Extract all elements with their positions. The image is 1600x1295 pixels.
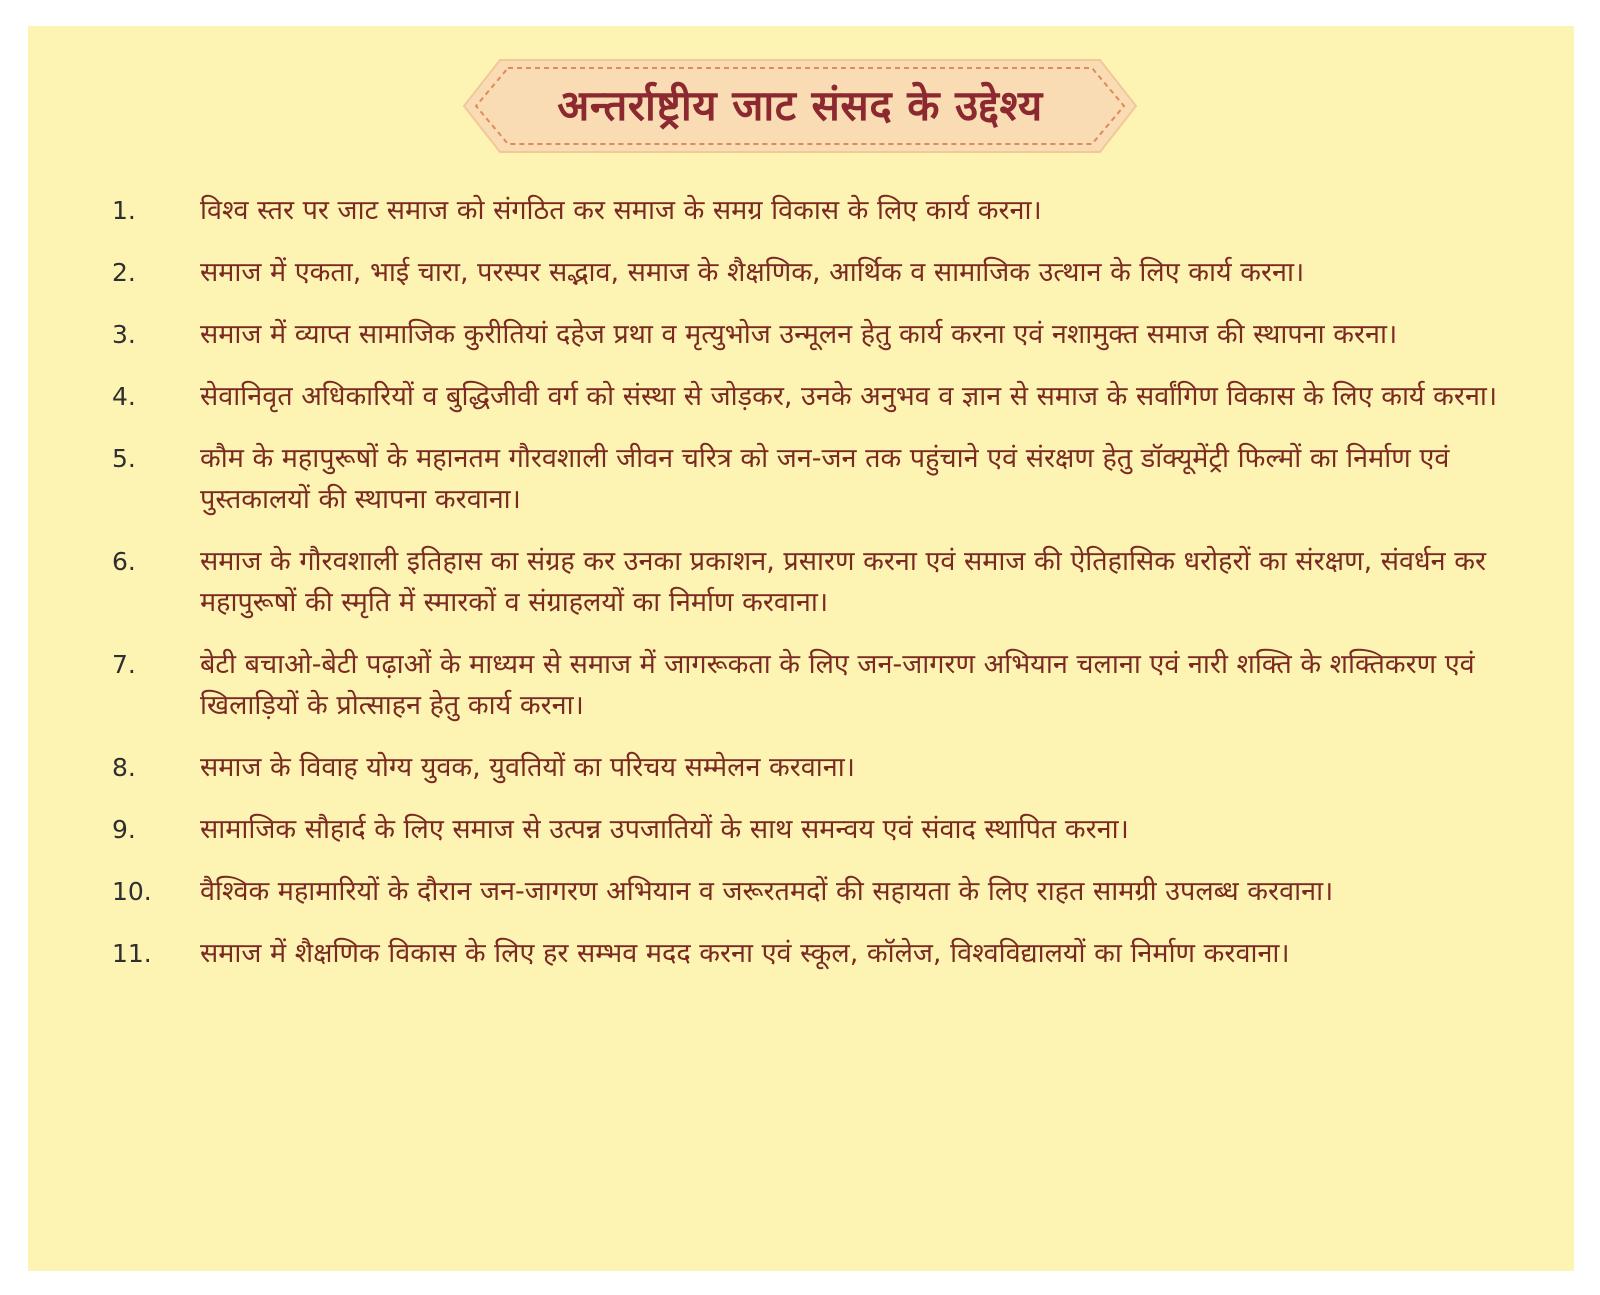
item-number: 11.: [112, 939, 152, 968]
list-item: [112, 644, 1502, 726]
list-item: [112, 871, 1502, 912]
item-text: समाज में एकता, भाई चारा, परस्पर सद्भाव, समाज के शैक्षणिक, आर्थिक व सामाजिक उत्थान के लिए कार्य करना।: [200, 257, 1305, 288]
title-banner: [460, 56, 1140, 156]
list-item: [112, 747, 1502, 788]
item-text: समाज में शैक्षणिक विकास के लिए हर सम्भव मदद करना एवं स्कूल, कॉलेज, विश्वविद्यालयों का निर्माण करवाना।: [200, 938, 1290, 969]
page-title: अन्तर्राष्ट्रीय जाट संसद के उद्देश्य: [557, 81, 1043, 130]
item-number: 7.: [112, 650, 136, 679]
item-number: 2.: [112, 258, 136, 287]
item-text: सेवानिवृत अधिकारियों व बुद्धिजीवी वर्ग को संस्था से जोड़कर, उनके अनुभव व ज्ञान से समाज के सर्वांगिण विकास के लिए कार्य करना।: [200, 381, 1498, 412]
item-text: समाज के गौरवशाली इतिहास का संग्रह कर उनका प्रकाशन, प्रसारण करना एवं समाज की ऐतिहासिक धरोहरों का संरक्षण, संवर्धन कर महापुरूषों की स्मृति में स्मारकों व संग्राहलयों का निर्माण करवाना।: [200, 546, 1486, 618]
item-number: 1.: [112, 196, 136, 225]
list-item: [112, 809, 1502, 850]
item-text: समाज के विवाह योग्य युवक, युवतियों का परिचय सम्मेलन करवाना।: [200, 752, 856, 783]
item-number: 5.: [112, 444, 136, 473]
item-text: वैश्विक महामारियों के दौरान जन-जागरण अभियान व जरूरतमदों की सहायता के लिए राहत सामग्री उपलब्ध करवाना।: [200, 876, 1334, 907]
list-item: [112, 314, 1502, 355]
item-text: बेटी बचाओ-बेटी पढ़ाओं के माध्यम से समाज में जागरूकता के लिए जन-जागरण अभियान चलाना एवं नारी शक्ति के शक्तिकरण एवं खिलाड़ियों के प्रोत्साहन हेतु कार्य करना।: [200, 649, 1475, 721]
item-text: कौम के महापुरूषों के महानतम गौरवशाली जीवन चरित्र को जन-जन तक पहुंचाने एवं संरक्षण हेतु डॉक्यूमेंट्री फिल्मों का निर्माण एवं पुस्तकालयों की स्थापना करवाना।: [200, 443, 1450, 515]
item-text: विश्व स्तर पर जाट समाज को संगठित कर समाज के समग्र विकास के लिए कार्य करना।: [200, 195, 1042, 226]
item-number: 9.: [112, 815, 136, 844]
objectives-list: [112, 190, 1502, 995]
item-text: सामाजिक सौहार्द के लिए समाज से उत्पन्न उपजातियों के साथ समन्वय एवं संवाद स्थापित करना।: [200, 814, 1129, 845]
item-text: समाज में व्याप्त सामाजिक कुरीतियां दहेज प्रथा व मृत्युभोज उन्मूलन हेतु कार्य करना एवं नशामुक्त समाज की स्थापना करना।: [200, 319, 1398, 350]
list-item: [112, 252, 1502, 293]
item-number: 3.: [112, 320, 136, 349]
list-item: [112, 541, 1502, 623]
item-number: 8.: [112, 753, 136, 782]
list-item: [112, 190, 1502, 231]
item-number: 6.: [112, 547, 136, 576]
list-item: [112, 376, 1502, 417]
list-item: [112, 933, 1502, 974]
list-item: [112, 438, 1502, 520]
item-number: 4.: [112, 382, 136, 411]
item-number: 10.: [112, 877, 152, 906]
